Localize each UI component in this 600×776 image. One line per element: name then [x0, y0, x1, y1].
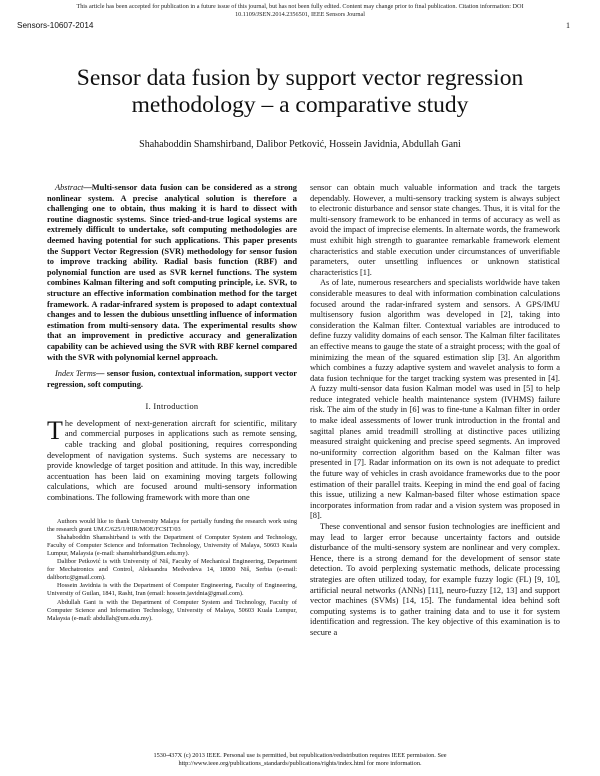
drop-cap: T — [47, 415, 63, 445]
intro-text: he development of next-generation aircraft for scientific, military and commercial purposes in applications such as remote sensing, cable tracking and global positioning, requires corresponding development of navigation systems. Such systems are necessary to provide knowledge of target position and attitude. In this way, incredible accentuation has been laid on examining moving targets following calculations, which are focused around multi-sensory information combinations. The following framework with more than one — [47, 418, 297, 503]
manuscript-id: Sensors-10607-2014 — [17, 21, 94, 30]
index-terms — [47, 369, 297, 390]
left-column — [47, 183, 297, 623]
footnotes — [47, 518, 297, 623]
page-number: 1 — [566, 21, 570, 30]
copyright-line-2: http://www.ieee.org/publications_standards/publications/rights/index.html for more information. — [178, 760, 422, 767]
body-paragraph-1: sensor can obtain much valuable information and track the targets dependably. However, a multi-sensory tracking system is always subject to electronic disturbance and sensor state changes. Thus, it is vital for the multi-sensory framework to be enhanced in terms of accuracy as well as avoid the impact of imprecise elements. In alternate words, the framework must exhibit high strength to guarantee remarkable framework element characteristics and stable execution under circumstances of unverifiable parameters, outer unsettling influences or unknown statistical characteristics [1]. — [310, 183, 560, 277]
footnote-author-4: Abdullah Gani is with the Department of Computer System and Technology, Faculty of Computer Science and Information Technology, University of Malaya, 50603 Kuala Lumpur, Malaysia (e-mail: abdullah@um.edu.my). — [47, 598, 297, 622]
footnote-author-1: Shahaboddin Shamshirband is with the Department of Computer System and Technology, Faculty of Computer Science and Information Technology, University of Malaya, 50603 Kuala Lumpur, Malaysia (e-mail: shamshirband@um.edu.my). — [47, 533, 297, 557]
abstract — [47, 183, 297, 363]
abstract-label: Abstract — [55, 183, 84, 192]
accepted-notice — [0, 3, 600, 18]
body-paragraph-3: These conventional and sensor fusion technologies are inefficient and may lead to larger error because uncertainty factors and outside disturbance of the multi-sensory system are nonlinear and very complex. Hence, there is a strong demand for the development of sensor state detection. To avoid perplexing systematic methods, delicate processing strategies are often utilized today, for example fuzzy logic (FL) [9, 10], artificial neural networks (ANNs) [11], neuro-fuzzy [12, 13] and support vector machines (SVMs) [14, 15]. The fundamental idea behind soft computing systems is to gather training data and to use it for system identification and regression. The key objective of this examination is to secure a — [310, 522, 560, 637]
author-list: Shahaboddin Shamshirband, Dalibor Petković, Hossein Javidnia, Abdullah Gani — [139, 139, 461, 150]
notice-line-2: 10.1109/JSEN.2014.2356501, IEEE Sensors Journal — [235, 10, 365, 18]
footnote-author-3: Hossein Javidnia is with the Department of Computer Engineering, Faculty of Engineering, University of Guilan, 1841, Rasht, Iran (email: hossein.javidnia@gmail.com). — [47, 582, 297, 598]
section-heading-introduction: I. Introduction — [145, 402, 199, 412]
footnote-author-2: Dalibor Petković is with University of Niš, Faculty of Mechanical Engineering, Department for Mechatronics and Control, Aleksandra Medvedeva 14, 18000 Niš, Serbia (e-mail: dalibortc@gmail.com). — [47, 558, 297, 582]
index-terms-label: Index Terms — [55, 369, 97, 379]
abstract-text: —Multi-sensor data fusion can be considered as a strong nonlinear system. A precise analytical solution is therefore a challenging one to obtain, thus making it is hard to dissect with routine diagnostic systems. Since tried-and-true logical systems are extremely difficult to undertake, soft computing methodologies are deemed having potential for such applications. This paper presents the Support Vector Regression (SVR) methodology for sensor fusion to improve tracking ability. Radial basis function (RBF) and polynomial function are used as SVR kernel functions. The system combines Kalman filtering and soft computing principle, i.e. SVR, to structure an effective information combination method for the target framework. A radar-infrared system is proposed to adapt contextual changes and to lessen the dubious unsettling influence of information estimation from multi-sensory data. The experimental results show that an improvement in predictive accuracy and generalization capability can be achieved using the SVR with RBF kernel compared with the SVR with polynomial kernel approach. — [47, 183, 297, 362]
footnote-funding: Authors would like to thank University Malaya for partially funding the research work using the research grant UM.C/625/1/HIR/MOE/FCSIT/03 — [47, 517, 297, 533]
paper-title: Sensor data fusion by support vector regression methodology – a comparative study — [76, 65, 524, 118]
right-column — [310, 183, 560, 639]
index-terms-text: — sensor fusion, contextual information, support vector regression, soft computing. — [47, 369, 297, 389]
copyright-footer — [0, 752, 600, 768]
notice-line-1: This article has been accepted for publication in a future issue of this journal, but has not been fully edited. Content may change prior to final publication. Citation information: DOI — [76, 3, 524, 10]
copyright-line-1: 1530-437X (c) 2013 IEEE. Personal use is permitted, but republication/redistribution requires IEEE permission. See — [153, 752, 447, 759]
intro-paragraph — [47, 415, 297, 504]
body-paragraph-2: As of late, numerous researchers and specialists worldwide have taken considerable measures to deal with information combination calculations focused around the radar-infrared system and sensors. A GPS/IMU multisensory fusion algorithm was developed in [2], taking into consideration the Kalman filter. Contextual variables are introduced to define fuzzy validity domains of each sensor. The Kalman filter facilitates an effective means to gauge the state of a straight process; with the goal of minimizing the mean of the squared estimation slip [3]. An algorithm which combines a fuzzy adaptive system and wavelet analysis to form a data fusion technique for the target tracking system was presented in [4]. A fuzzy multi-sensor data fusion Kalman model was used in [5] to help reduce integrated vehicle health maintenance system (IVHMS) failure risk. The aim of the study in [6] was to fine-tune a Kalman filter in order to make ideal assessments of lower trunk introduction in the frontal and sagittal planes amid treadmill strolling at distinctive paces utilizing measured straight quickening and precise speed segments. An improved no-uniformity correction algorithm based on the Kalman filter was presented in [7]. Radar information on its own is not adequate to predict the future way of vehicles in crash avoidance frameworks due to the poor estimation of their parallel traits. Keeping in mind the end goal of facing this issue, utilizing a new Kalman-based filter whose estimation space incorporates information from radar and a vision system was proposed in [8]. — [310, 278, 560, 521]
